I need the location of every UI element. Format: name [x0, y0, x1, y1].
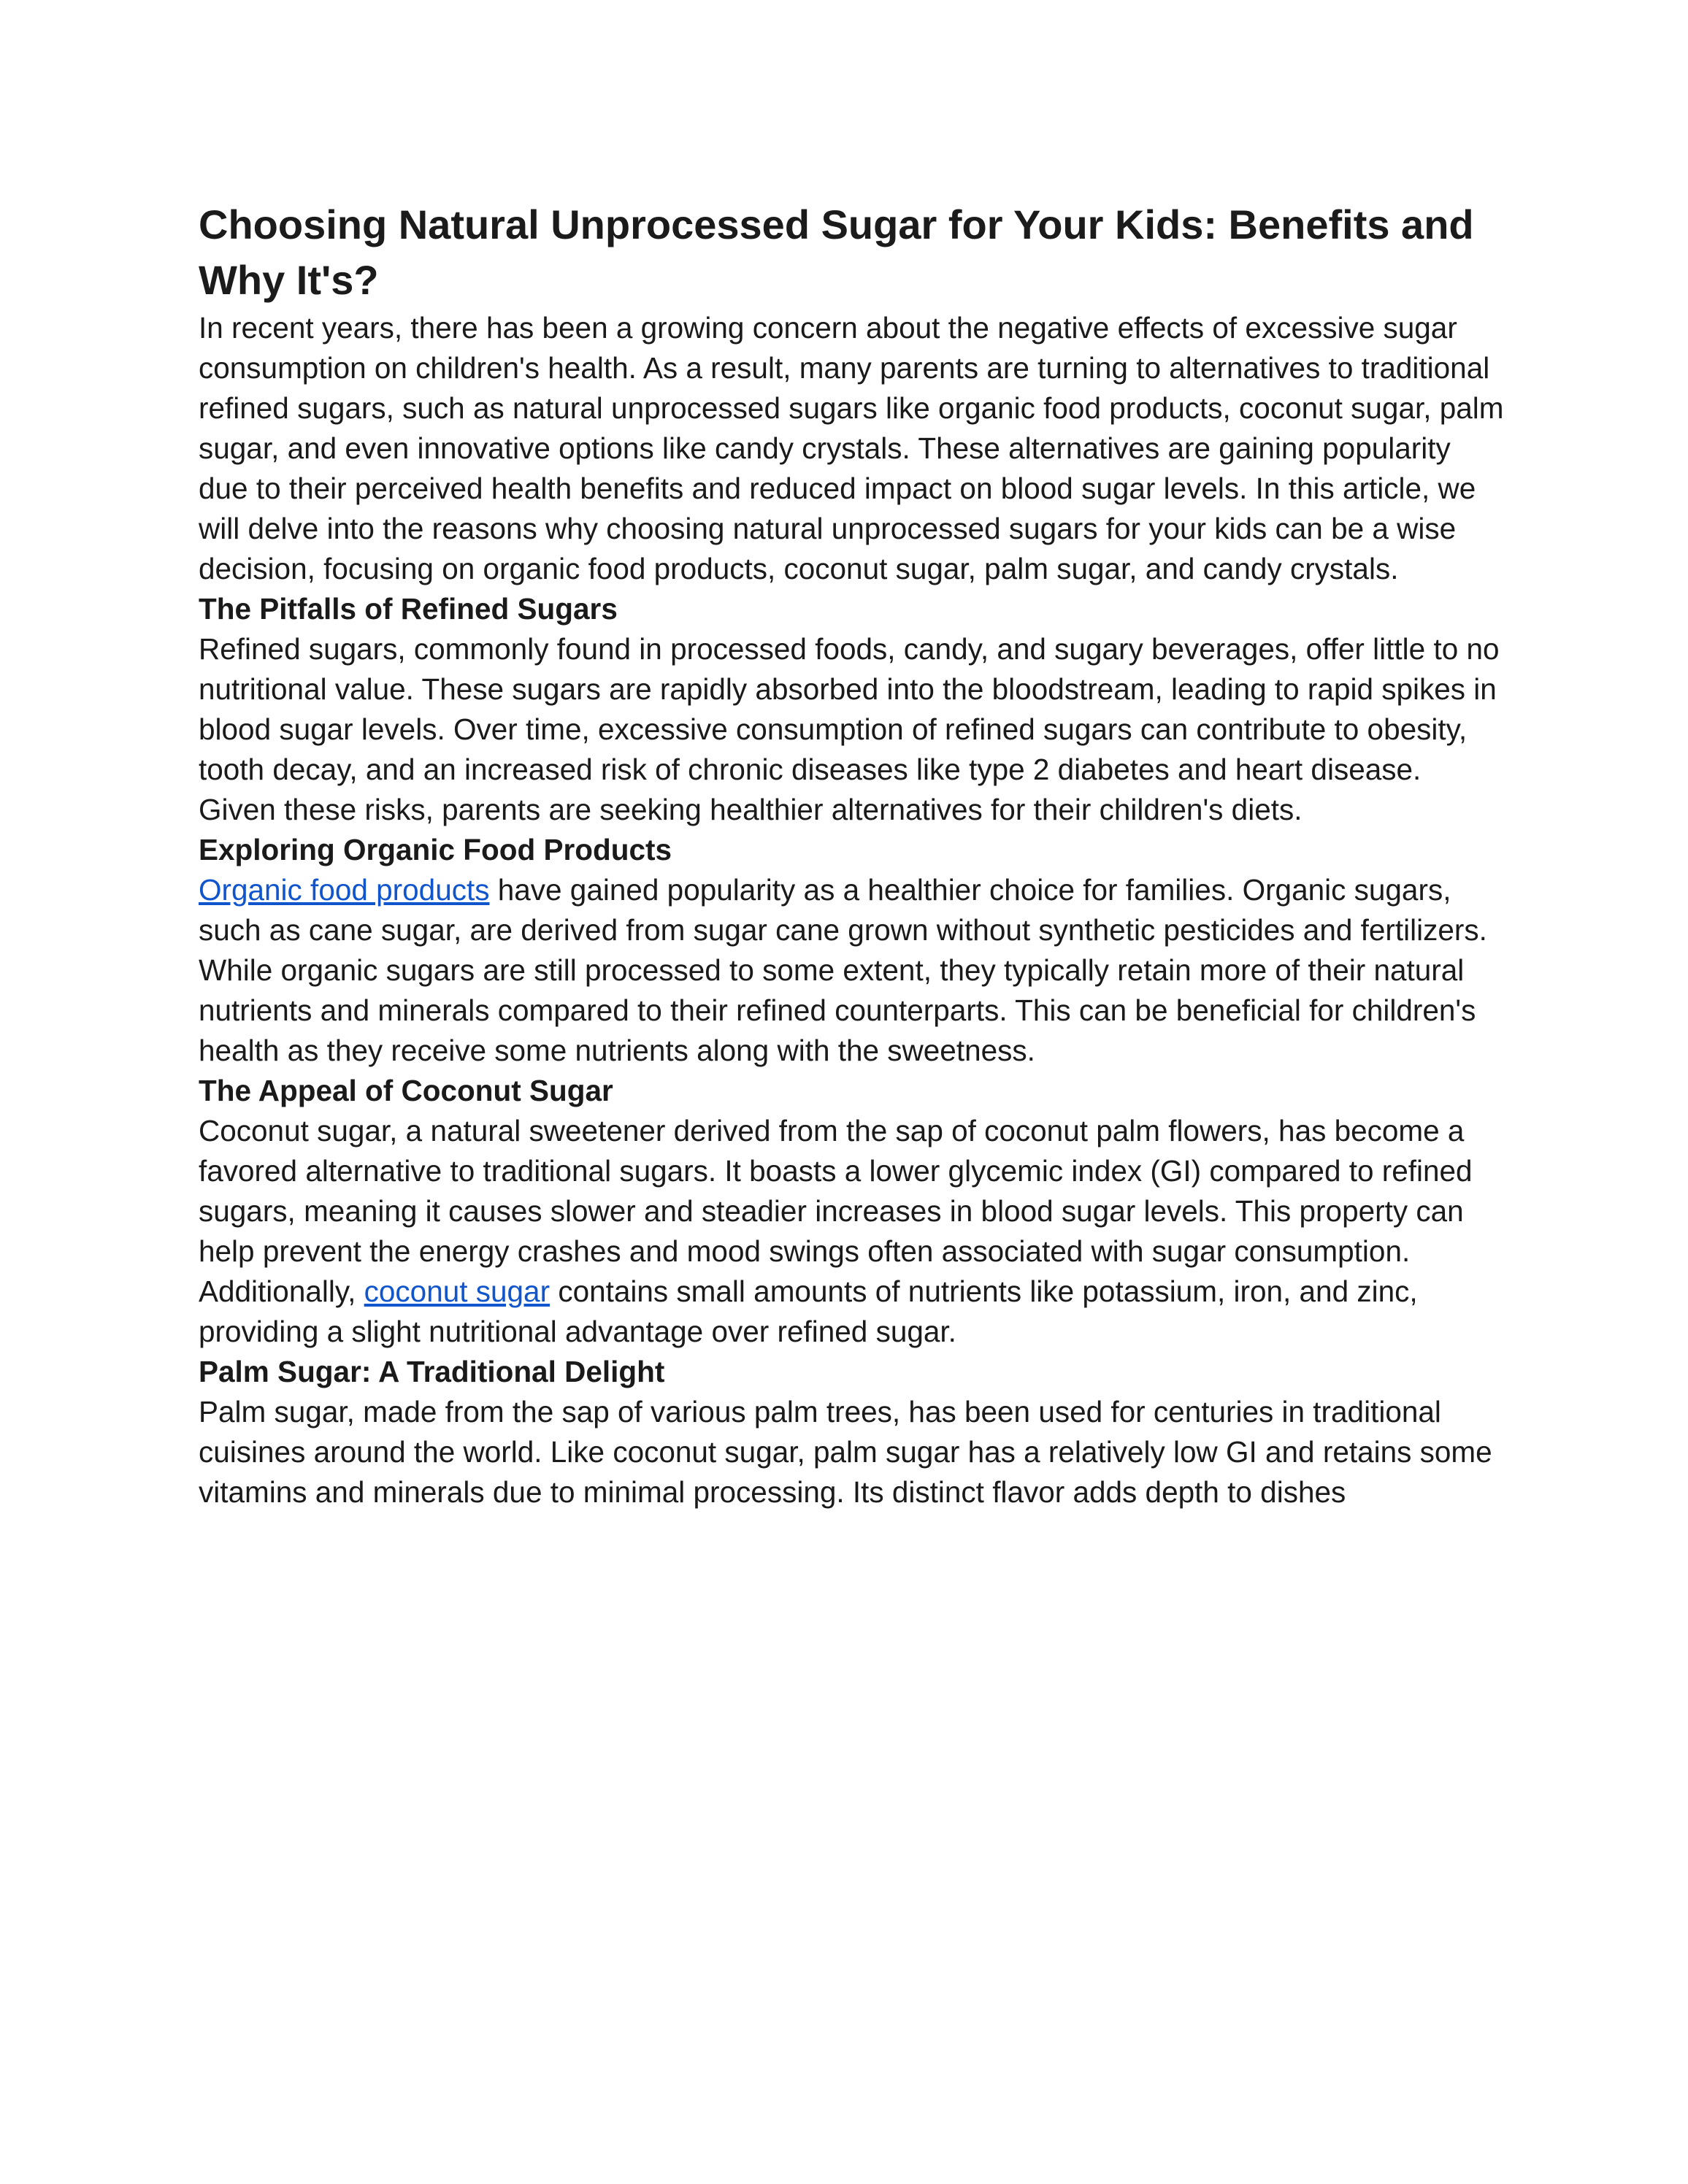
section-body-coconut-sugar [199, 1111, 1505, 1352]
page-title: Choosing Natural Unprocessed Sugar for Your Kids: Benefits and Why It's? [199, 201, 1474, 303]
organic-food-body-text: have gained popularity as a healthier choice for families. Organic sugars, such as cane sugar, are derived from sugar cane grown without synthetic pesticides and fertilizers. While organic sugars are still processed to some extent, they typically retain more of their natural nutrients and minerals compared to their refined counterparts. This can be beneficial for children's health as they receive some nutrients along with the sweetness. [199, 873, 1487, 1067]
section-heading-refined-sugars: The Pitfalls of Refined Sugars [199, 592, 618, 626]
coconut-sugar-body-text-end: contains small amounts of nutrients like potassium, iron, and zinc, providing a slight nutritional advantage over refined sugar. [199, 1274, 1418, 1348]
organic-food-products-link[interactable]: Organic food products [199, 873, 490, 907]
coconut-sugar-body-text-start: Coconut sugar, a natural sweetener derived from the sap of coconut palm flowers, has become a favored alternative to traditional sugars. It boasts a lower glycemic index (GI) compared to refined sugars, meaning it causes slower and steadier increases in blood sugar levels. This property can help prevent the energy crashes and mood swings often associated with sugar consumption. Additionally, [199, 1114, 1473, 1308]
coconut-sugar-link[interactable]: coconut sugar [364, 1274, 550, 1308]
intro-paragraph: In recent years, there has been a growing concern about the negative effects of excessive sugar consumption on children's health. As a result, many parents are turning to alternatives to traditional refined sugars, such as natural unprocessed sugars like organic food products, coconut sugar, palm sugar, and even innovative options like candy crystals. These alternatives are gaining popularity due to their perceived health benefits and reduced impact on blood sugar levels. In this article, we will delve into the reasons why choosing natural unprocessed sugars for your kids can be a wise decision, focusing on organic food products, coconut sugar, palm sugar, and candy crystals. [199, 311, 1504, 585]
document-content [199, 197, 1505, 1512]
section-body-organic-food [199, 870, 1505, 1071]
section-heading-palm-sugar: Palm Sugar: A Traditional Delight [199, 1355, 665, 1388]
section-heading-coconut-sugar: The Appeal of Coconut Sugar [199, 1074, 613, 1107]
section-heading-organic-food: Exploring Organic Food Products [199, 833, 672, 866]
section-body-palm-sugar: Palm sugar, made from the sap of various palm trees, has been used for centuries in traditional cuisines around the world. Like coconut sugar, palm sugar has a relatively low GI and retains some vitamins and minerals due to minimal processing. Its distinct flavor adds depth to dishes [199, 1395, 1492, 1509]
section-body-refined-sugars: Refined sugars, commonly found in processed foods, candy, and sugary beverages, offer little to no nutritional value. These sugars are rapidly absorbed into the bloodstream, leading to rapid spikes in blood sugar levels. Over time, excessive consumption of refined sugars can contribute to obesity, tooth decay, and an increased risk of chronic diseases like type 2 diabetes and heart disease. Given these risks, parents are seeking healthier alternatives for their children's diets. [199, 632, 1500, 826]
